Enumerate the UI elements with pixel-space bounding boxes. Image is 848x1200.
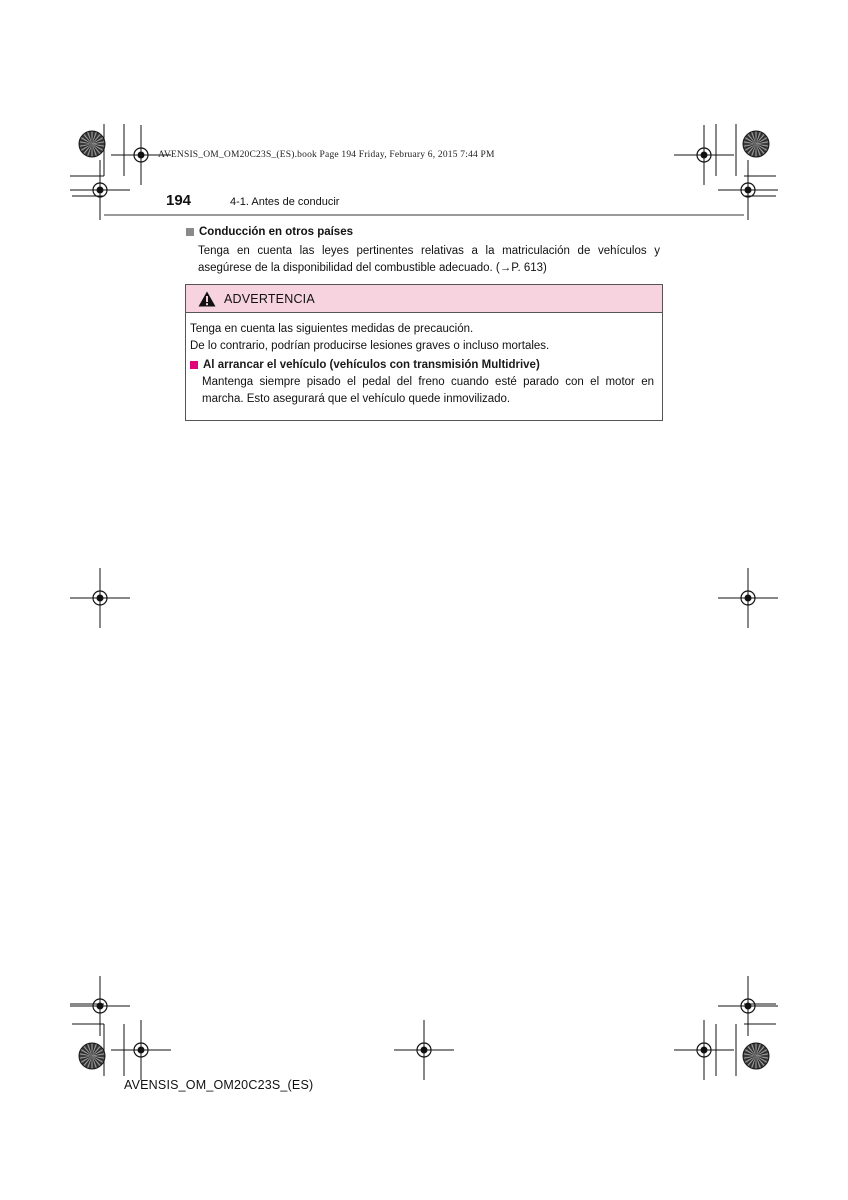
page-number: 194: [166, 192, 192, 209]
header-divider: [104, 214, 744, 216]
registration-mark-icon: [718, 976, 778, 1036]
section-paragraph: Tenga en cuenta las leyes pertinentes relativas a la matriculación de vehículos y asegúrese de la disponibilidad del combustible adecuado. (→P. 613): [198, 245, 660, 274]
warning-title: ADVERTENCIA: [224, 291, 315, 306]
book-file-header: AVENSIS_OM_OM20C23S_(ES).book Page 194 Friday, February 6, 2015 7:44 PM: [158, 150, 495, 160]
registration-mark-icon: [111, 1020, 171, 1080]
color-wheel-mark-icon: [79, 131, 105, 157]
warning-line-2: De lo contrario, podrían producirse lesiones graves o incluso mortales.: [190, 340, 550, 352]
color-wheel-mark-icon: [743, 131, 769, 157]
warning-header: [186, 285, 662, 313]
warning-subheading: [190, 359, 654, 371]
section-title: 4-1. Antes de conducir: [230, 196, 340, 208]
registration-mark-icon: [674, 125, 734, 185]
footer-document-code: AVENSIS_OM_OM20C23S_(ES): [124, 1078, 314, 1092]
warning-subheading-text: Al arrancar el vehículo (vehículos con transmisión Multidrive): [203, 359, 540, 371]
warning-detail: Mantenga siempre pisado el pedal del freno cuando esté parado con el motor en marcha. Esto asegurará que el vehículo quede inmovilizado.: [202, 376, 654, 405]
warning-triangle-icon: [198, 291, 216, 307]
registration-mark-icon: [718, 160, 778, 220]
registration-mark-icon: [674, 1020, 734, 1080]
gray-square-bullet-icon: [186, 228, 194, 236]
registration-mark-icon: [70, 976, 130, 1036]
section-heading-text: Conducción en otros países: [199, 226, 353, 238]
registration-mark-icon: [718, 568, 778, 628]
registration-mark-icon: [70, 568, 130, 628]
color-wheel-mark-icon: [79, 1043, 105, 1069]
warning-line-1: Tenga en cuenta las siguientes medidas de precaución.: [190, 323, 474, 335]
pink-square-bullet-icon: [190, 361, 198, 369]
section-heading: [186, 226, 353, 238]
registration-mark-icon: [394, 1020, 454, 1080]
color-wheel-mark-icon: [743, 1043, 769, 1069]
registration-mark-icon: [70, 160, 130, 220]
warning-box: [185, 284, 663, 421]
warning-body: [190, 321, 654, 408]
